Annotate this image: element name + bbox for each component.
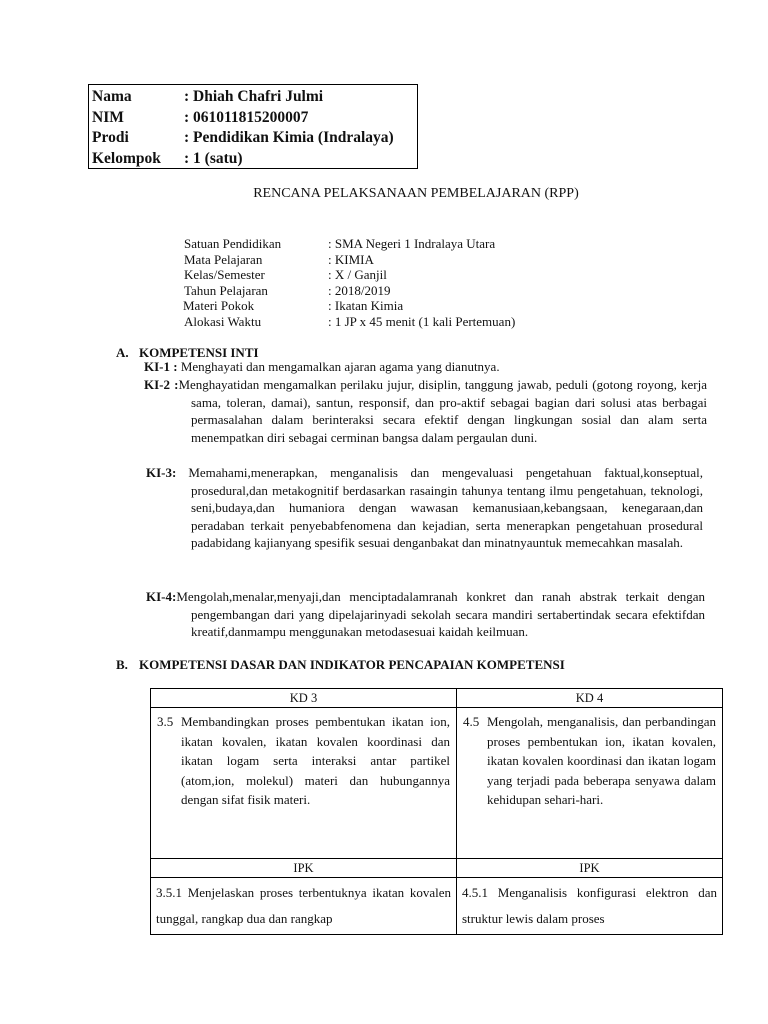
identity-row-prodi: [89, 128, 417, 149]
ki1-code: KI-1 :: [144, 359, 178, 374]
kd4-content: [457, 708, 722, 814]
document-title-wrap: [0, 186, 768, 202]
meta-label: Mata Pelajaran: [184, 251, 263, 267]
meta-value: : 2018/2019: [328, 282, 391, 298]
section-b-heading: [116, 657, 565, 673]
section-a-title: KOMPETENSI INTI: [139, 345, 259, 360]
identity-row-kelompok: [89, 149, 417, 170]
table-row: [151, 878, 723, 935]
ki4-paragraph: [146, 588, 705, 641]
meta-label: Materi Pokok: [183, 298, 255, 313]
meta-row: [184, 267, 515, 283]
document-title: RENCANA PELAKSANAAN PEMBELAJARAN (RPP): [253, 186, 579, 201]
kd4-cell: [457, 708, 723, 859]
kd4-number: 4.5: [463, 714, 480, 729]
ki4-text: Mengolah,menalar,menyaji,dan menciptadalamranah konkret dan ranah abstrak terkait dengan pengembangan dari yang dipelajarinyadi sekolah secara mandiri sertabertindak secara efektifdan kreatif,danmampu menggunakan metodasesuai kaidah keilmuan.: [176, 589, 705, 639]
meta-value: : 1 JP x 45 menit (1 kali Pertemuan): [328, 313, 516, 329]
ipk-header-left: IPK: [151, 859, 457, 878]
meta-value: : X / Ganjil: [328, 267, 387, 282]
ki3-paragraph: [146, 464, 703, 552]
kd3-text: Membandingkan proses pembentukan ikatan ion, ikatan kovalen, ikatan kovalen koordinasi dan ikatan logam serta interaksi antar partikel (atom,ion, molekul) materi dan hubungannya dengan sifat fisik materi.: [181, 714, 450, 807]
identity-box: [88, 84, 418, 169]
meta-row: [184, 252, 515, 268]
identity-label: Nama: [92, 88, 132, 106]
table-row: [151, 689, 723, 708]
table-row: [151, 859, 723, 878]
ki2-paragraph: [144, 376, 707, 446]
kd3-cell: [151, 708, 457, 859]
section-b-letter: B.: [116, 657, 128, 672]
ki4-code: KI-4:: [146, 589, 177, 604]
ki2-code: KI-2 :: [144, 377, 179, 392]
ki1-paragraph: [144, 358, 714, 376]
ipk-header-right: IPK: [457, 859, 723, 878]
meta-label: Tahun Pelajaran: [184, 282, 268, 298]
identity-value: : Dhiah Chafri Julmi: [184, 88, 324, 106]
identity-value: : 061011815200007: [184, 108, 309, 126]
meta-row: [184, 283, 515, 299]
kd3-header: KD 3: [151, 689, 457, 708]
identity-value: : Pendidikan Kimia (Indralaya): [184, 129, 394, 147]
identity-row-nama: [89, 87, 417, 108]
kd4-header: KD 4: [457, 689, 723, 708]
ki2-text: Menghayatidan mengamalkan perilaku jujur, disiplin, tanggung jawab, peduli (gotong royong, kerja sama, toleran, damai), santun, responsif, dan pro-aktif sebagai bagian dari solusi atas berbagai permasalahan dalam berinteraksi secara efektif dengan lingkungan sosial dan alam serta menempatkan diri sebagai cerminan bangsa dalam pergaulan duni.: [178, 377, 707, 445]
table-row: [151, 708, 723, 859]
section-a-letter: A.: [116, 345, 129, 360]
lesson-meta: [184, 236, 515, 329]
meta-row: [184, 314, 515, 330]
meta-label: Satuan Pendidikan: [184, 236, 282, 251]
ipk-left-cell: [151, 878, 457, 935]
meta-row: [184, 298, 515, 314]
identity-row-nim: [89, 108, 417, 129]
identity-label: NIM: [92, 108, 124, 126]
meta-value: : KIMIA: [328, 251, 374, 267]
ki3-code: KI-3:: [146, 465, 177, 480]
identity-label: Kelompok: [92, 149, 161, 167]
identity-value: : 1 (satu): [184, 149, 243, 167]
meta-row: [184, 236, 515, 252]
meta-label: Alokasi Waktu: [184, 313, 262, 329]
kd3-content: [151, 708, 456, 814]
ki1-text: Menghayati dan mengamalkan ajaran agama yang dianutnya.: [177, 359, 500, 374]
section-b-title: KOMPETENSI DASAR DAN INDIKATOR PENCAPAIAN KOMPETENSI: [139, 657, 565, 672]
identity-label: Prodi: [92, 129, 129, 147]
ipk-right-cell: [457, 878, 723, 935]
kd4-text: Mengolah, menganalisis, dan perbandingan proses pembentukan ion, ikatan kovalen, ikatan kovalen koordinasi dan ikatan logam yang terjadi pada beberapa senyawa dalam kehidupan sehari-hari.: [487, 714, 716, 807]
kd-table: [150, 688, 723, 935]
meta-value: : SMA Negeri 1 Indralaya Utara: [328, 236, 496, 251]
ki3-text: Memahami,menerapkan, menganalisis dan mengevaluasi pengetahuan faktual,konseptual, prosedural,dan metakognitif berdasarkan rasaingin tahunya tentang ilmu pengetahuan, teknologi, seni,budaya,dan humaniora dengan wawasan kemanusiaan,kebangsaan, kenegaraan,dan peradaban terkait penyebabfenomena dan kejadian, serta menerapkan pengetahuan prosedural padabidang kajianyang spesifik sesuai denganbakat dan minatnyauntuk memecahkan masalah.: [188, 465, 703, 550]
ipk-left-text: 3.5.1 Menjelaskan proses terbentuknya ikatan kovalen tunggal, rangkap dua dan rangkap: [156, 885, 451, 926]
meta-value: : Ikatan Kimia: [328, 298, 404, 313]
ipk-right-text: 4.5.1 Menganalisis konfigurasi elektron dan struktur lewis dalam proses: [462, 885, 717, 926]
kd3-number: 3.5: [157, 714, 174, 729]
meta-label: Kelas/Semester: [184, 267, 265, 282]
